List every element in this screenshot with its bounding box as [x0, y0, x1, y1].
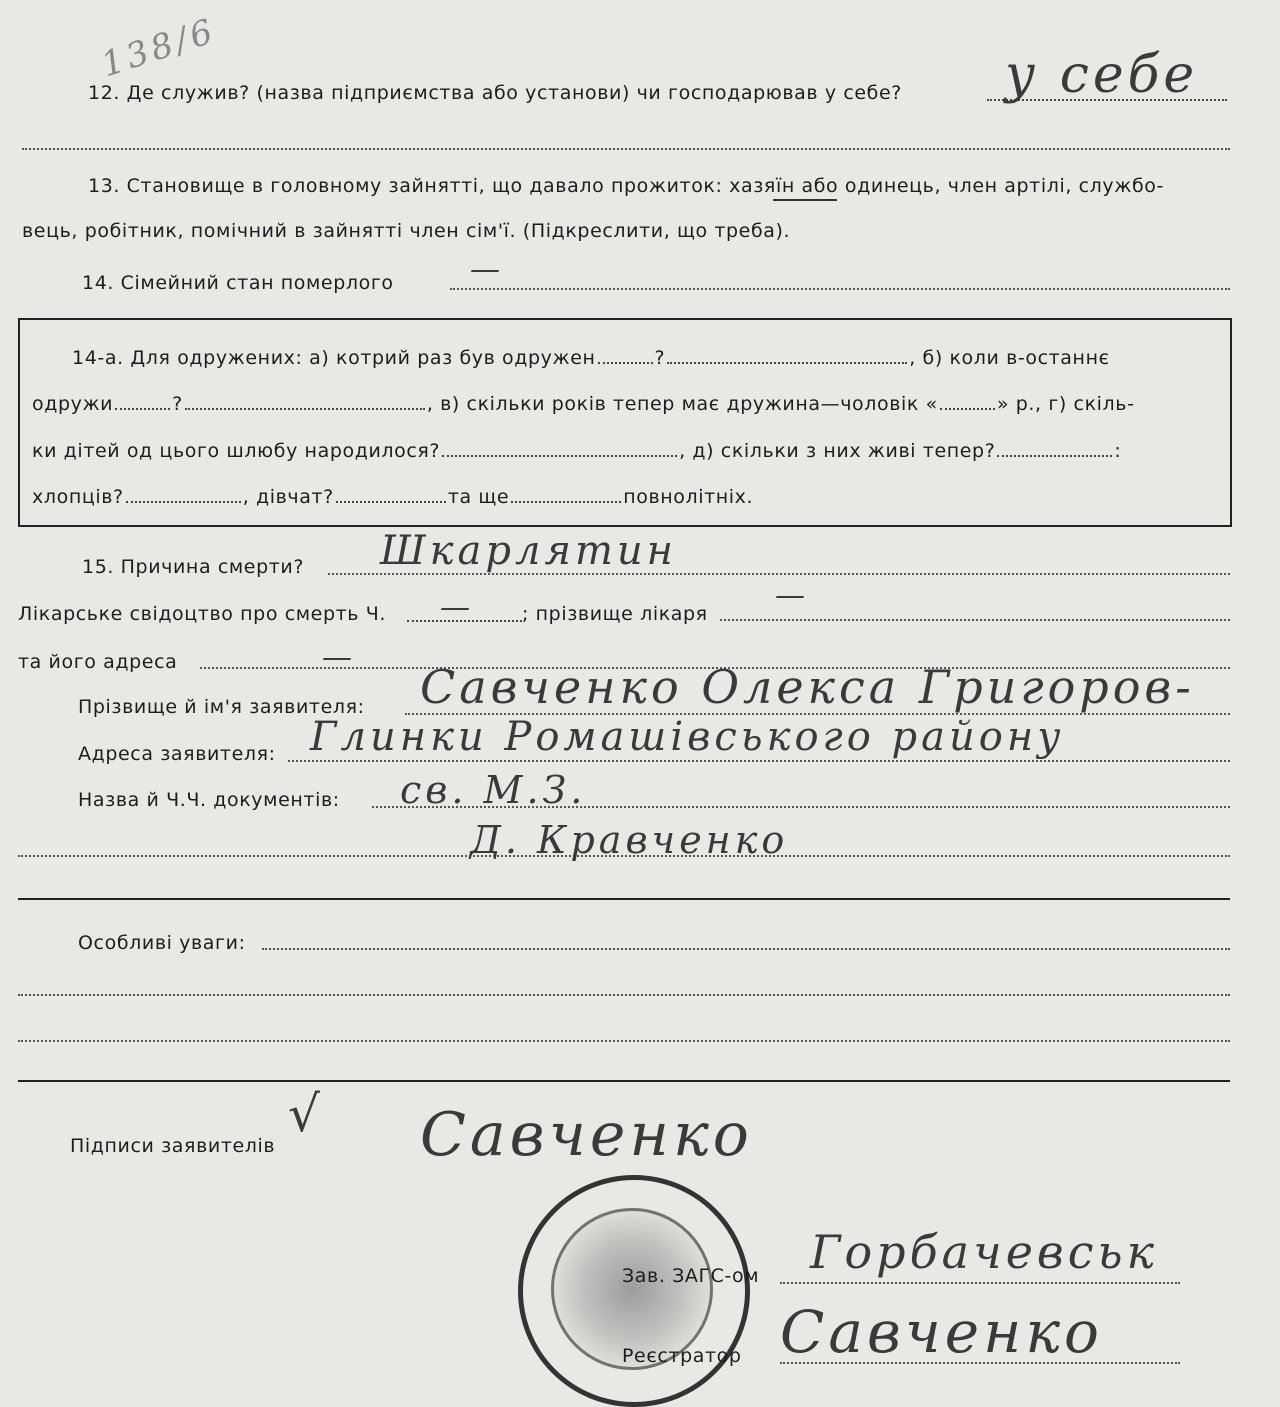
signatures-check: √ — [288, 1085, 320, 1143]
applicant-address-label: Адреса заявителя: — [78, 743, 276, 765]
doctor-name: — — [775, 578, 809, 613]
q14-answer: — — [470, 252, 504, 287]
q12-continuation-rule — [22, 148, 1230, 150]
applicant-name-label: Прізвище й ім'я заявителя: — [78, 696, 365, 718]
signatures-label: Підписи заявителів — [70, 1135, 276, 1157]
q14a-line3 — [32, 440, 1121, 462]
section-divider-2 — [18, 1080, 1230, 1082]
q15-answer: Шкарлятин — [380, 528, 677, 574]
registrar-label: Реєстратор — [622, 1345, 742, 1367]
q14a-line4 — [32, 486, 753, 508]
margin-note: 138/6 — [96, 10, 222, 86]
registrar-signature: Савченко — [780, 1298, 1103, 1366]
q15-label: 15. Причина смерти? — [82, 556, 305, 578]
documents-value-1: св. М.З. — [400, 768, 587, 812]
documents-label: Назва й Ч.Ч. документів: — [78, 789, 340, 811]
section-divider-1 — [18, 898, 1230, 900]
doctor-number: — — [440, 590, 474, 625]
notes-dots-1 — [262, 948, 1230, 950]
notes-dots-2 — [18, 994, 1230, 996]
q14a-line3-a: ки дітей од цього шлюбу народилося? — [32, 440, 441, 462]
q14a-line2-a: одружи — [32, 393, 114, 415]
q14-label: 14. Сімейний стан померлого — [82, 272, 394, 294]
q13-line2: вець, робітник, помічний в зайнятті член сім'ї. (Підкреслити, що треба). — [22, 220, 791, 242]
q14a-line2-c: » р., г) скіль- — [996, 393, 1135, 415]
doctor-address-value: — — [322, 640, 356, 675]
zags-label: Зав. ЗАГС-ом — [622, 1265, 760, 1287]
doctor-label: Лікарське свідоцтво про смерть Ч. — [18, 603, 386, 625]
zags-dots — [780, 1282, 1180, 1284]
q13-line1: 13. Становище в головному зайнятті, що давало прожиток: хазяїн або одинець, член артілі, службо- — [88, 175, 1164, 197]
q14-dots — [450, 288, 1230, 290]
doctor-name-dots — [720, 619, 1230, 621]
doctor-address-label: та його адреса — [18, 651, 178, 673]
doctor-name-label: ; прізвище лікаря — [522, 603, 708, 625]
q14a-line4-a: хлопців? — [32, 486, 124, 508]
q12-label: 12. Де служив? (назва підприємства або установи) чи господарював у себе? — [88, 82, 902, 104]
q14a-line1 — [72, 347, 1110, 369]
signatures-value: Савченко — [420, 1100, 753, 1170]
q14a-line1-q: ? — [654, 347, 666, 369]
q14a-line2-q: ? — [172, 393, 183, 415]
applicant-address-value: Глинки Ромашівського району — [310, 714, 1065, 760]
zags-signature: Горбачевськ — [810, 1225, 1158, 1279]
q14a-line2-b: , в) скільки років тепер має дружина—чоловік « — [426, 393, 938, 415]
notes-dots-3 — [18, 1040, 1230, 1042]
applicant-address-dots — [288, 760, 1230, 762]
q14a-line3-b: , д) скільки з них живі тепер? — [679, 440, 996, 462]
q14a-line4-d: повнолітніх. — [623, 486, 754, 508]
q14a-line2 — [32, 393, 1135, 415]
applicant-name-value: Савченко Олекса Григоров- — [420, 660, 1195, 714]
q13-underline — [773, 199, 837, 201]
q14a-line4-c: та ще — [447, 486, 510, 508]
notes-label: Особливі уваги: — [78, 932, 246, 954]
documents-value-2: Д. Кравченко — [470, 818, 789, 862]
q14a-line1-a: 14-а. Для одружених: а) котрий раз був одружен — [72, 347, 596, 369]
q14a-line4-b: , дівчат? — [242, 486, 334, 508]
q12-answer: у себе — [1005, 45, 1199, 105]
q14a-line3-c: : — [1114, 440, 1122, 462]
q14a-line1-b: , б) коли в-останнє — [909, 347, 1110, 369]
official-stamp — [518, 1175, 750, 1407]
